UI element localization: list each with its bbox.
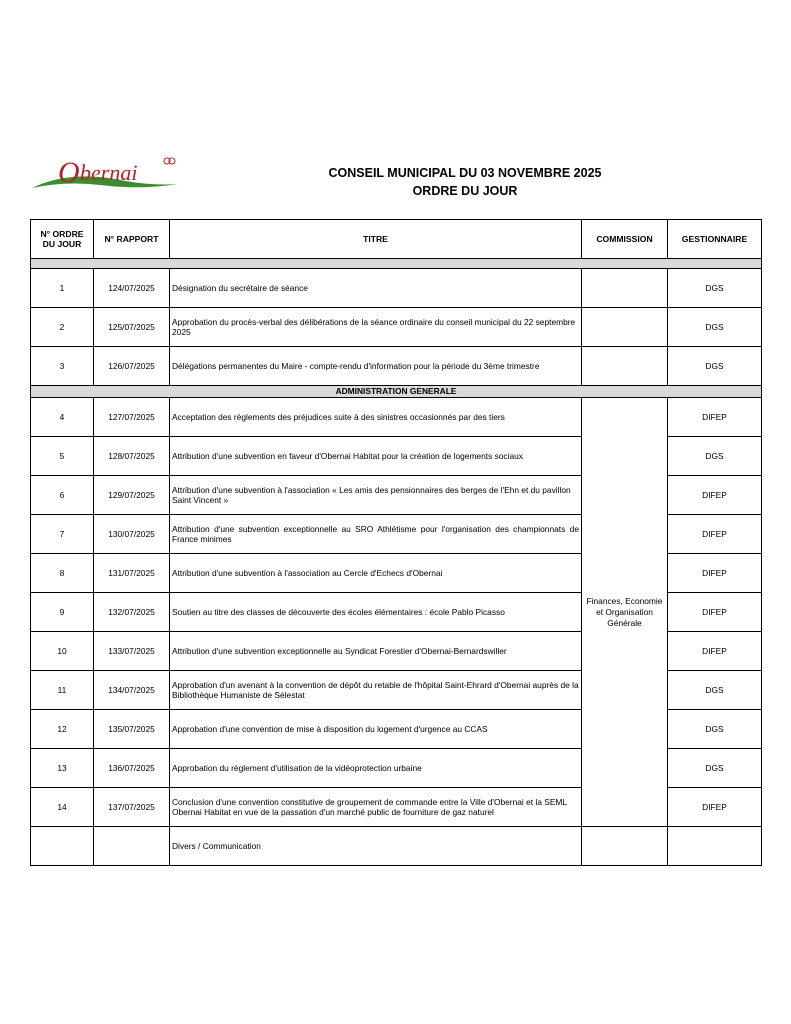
cell-titre: Attribution d'une subvention exceptionnelle au Syndicat Forestier d'Obernai-Bernardswiller <box>170 632 582 671</box>
table-row <box>31 269 762 308</box>
cell-ordre: 9 <box>31 593 94 632</box>
section-title: ADMINISTRATION GENERALE <box>31 386 762 398</box>
cell-ordre: 10 <box>31 632 94 671</box>
header-ordre-line1: N° ORDRE <box>40 229 84 239</box>
cell-ordre: 13 <box>31 749 94 788</box>
cell-ordre: 14 <box>31 788 94 827</box>
obernai-logo <box>30 150 180 200</box>
cell-commission <box>582 308 668 347</box>
cell-ordre: 5 <box>31 437 94 476</box>
spacer-row <box>31 259 762 269</box>
cell-rapport: 134/07/2025 <box>94 671 170 710</box>
cell-gestionnaire: DIFEP <box>668 554 762 593</box>
cell-gestionnaire: DGS <box>668 710 762 749</box>
header-ordre <box>31 220 94 259</box>
cell-ordre: 8 <box>31 554 94 593</box>
cell-gestionnaire: DIFEP <box>668 593 762 632</box>
cell-gestionnaire: DGS <box>668 749 762 788</box>
cell-ordre: 1 <box>31 269 94 308</box>
cell-ordre: 6 <box>31 476 94 515</box>
cell-rapport <box>94 827 170 866</box>
cell-titre: Attribution d'une subvention en faveur d'Obernai Habitat pour la création de logements sociaux <box>170 437 582 476</box>
cell-rapport: 131/07/2025 <box>94 554 170 593</box>
cell-rapport: 126/07/2025 <box>94 347 170 386</box>
svg-text:O: O <box>58 156 80 189</box>
cell-rapport: 135/07/2025 <box>94 710 170 749</box>
cell-titre: Approbation d'un avenant à la convention de dépôt du retable de l'hôpital Saint-Ehrard d'Obernai auprès de la Bibliothèque Humaniste de Sélestat <box>170 671 582 710</box>
cell-titre: Attribution d'une subvention à l'association au Cercle d'Echecs d'Obernai <box>170 554 582 593</box>
table-header-row <box>31 220 762 259</box>
cell-ordre: 7 <box>31 515 94 554</box>
cell-ordre: 4 <box>31 398 94 437</box>
section-header-row <box>31 386 762 398</box>
cell-rapport: 132/07/2025 <box>94 593 170 632</box>
table-row <box>31 308 762 347</box>
cell-gestionnaire: DGS <box>668 269 762 308</box>
cell-rapport: 137/07/2025 <box>94 788 170 827</box>
cell-ordre: 2 <box>31 308 94 347</box>
logo-graphic <box>30 150 180 200</box>
cell-rapport: 124/07/2025 <box>94 269 170 308</box>
agenda-table <box>30 219 762 866</box>
header-rapport: N° RAPPORT <box>94 220 170 259</box>
cell-gestionnaire: DGS <box>668 671 762 710</box>
cell-ordre: 11 <box>31 671 94 710</box>
document-title <box>300 164 630 200</box>
cell-titre: Approbation du règlement d'utilisation de la vidéoprotection urbaine <box>170 749 582 788</box>
header-gestionnaire: GESTIONNAIRE <box>668 220 762 259</box>
cell-gestionnaire: DIFEP <box>668 515 762 554</box>
cell-titre: Approbation d'une convention de mise à disposition du logement d'urgence au CCAS <box>170 710 582 749</box>
cell-rapport: 127/07/2025 <box>94 398 170 437</box>
cell-titre: Attribution d'une subvention exceptionnelle au SRO Athlétisme pour l'organisation des championnats de France minimes <box>170 515 582 554</box>
title-line-1: CONSEIL MUNICIPAL DU 03 NOVEMBRE 2025 <box>328 166 602 180</box>
cell-rapport: 133/07/2025 <box>94 632 170 671</box>
cell-rapport: 125/07/2025 <box>94 308 170 347</box>
cell-titre: Désignation du secrétaire de séance <box>170 269 582 308</box>
cell-gestionnaire: DIFEP <box>668 788 762 827</box>
table-row <box>31 398 762 437</box>
cell-titre: Attribution d'une subvention à l'association « Les amis des pensionnaires des berges de l'Ehn et du pavillon Saint Vincent » <box>170 476 582 515</box>
cell-rapport: 129/07/2025 <box>94 476 170 515</box>
cell-gestionnaire: DGS <box>668 437 762 476</box>
cell-titre: Divers / Communication <box>170 827 582 866</box>
cell-commission-merged: Finances, Economie et Organisation Générale <box>582 398 668 827</box>
cell-gestionnaire: DGS <box>668 347 762 386</box>
header-titre: TITRE <box>170 220 582 259</box>
header-commission: COMMISSION <box>582 220 668 259</box>
cell-gestionnaire: DIFEP <box>668 398 762 437</box>
cell-gestionnaire: DIFEP <box>668 632 762 671</box>
cell-ordre: 12 <box>31 710 94 749</box>
cell-titre: Acceptation des règlements des préjudices suite à des sinistres occasionnés par des tiers <box>170 398 582 437</box>
cell-commission <box>582 827 668 866</box>
cell-rapport: 130/07/2025 <box>94 515 170 554</box>
table-row <box>31 347 762 386</box>
cell-commission <box>582 347 668 386</box>
cell-rapport: 136/07/2025 <box>94 749 170 788</box>
svg-text:bernai: bernai <box>80 160 138 185</box>
cell-rapport: 128/07/2025 <box>94 437 170 476</box>
cell-titre: Conclusion d'une convention constitutive de groupement de commande entre la Ville d'Obernai et la SEML Obernai Habitat en vue de la passation d'un marché public de fourniture de gaz naturel <box>170 788 582 827</box>
cell-gestionnaire <box>668 827 762 866</box>
cell-titre: Délégations permanentes du Maire - compte-rendu d'information pour la période du 3ème trimestre <box>170 347 582 386</box>
cell-ordre: 3 <box>31 347 94 386</box>
table-row <box>31 827 762 866</box>
cell-ordre <box>31 827 94 866</box>
header-ordre-line2: DU JOUR <box>42 239 82 249</box>
cell-titre: Soutien au titre des classes de découverte des écoles élémentaires : école Pablo Picasso <box>170 593 582 632</box>
cell-commission <box>582 269 668 308</box>
title-line-2: ORDRE DU JOUR <box>412 184 518 198</box>
cell-gestionnaire: DIFEP <box>668 476 762 515</box>
cell-gestionnaire: DGS <box>668 308 762 347</box>
cell-titre: Approbation du procès-verbal des délibérations de la séance ordinaire du conseil municipal du 22 septembre 2025 <box>170 308 582 347</box>
